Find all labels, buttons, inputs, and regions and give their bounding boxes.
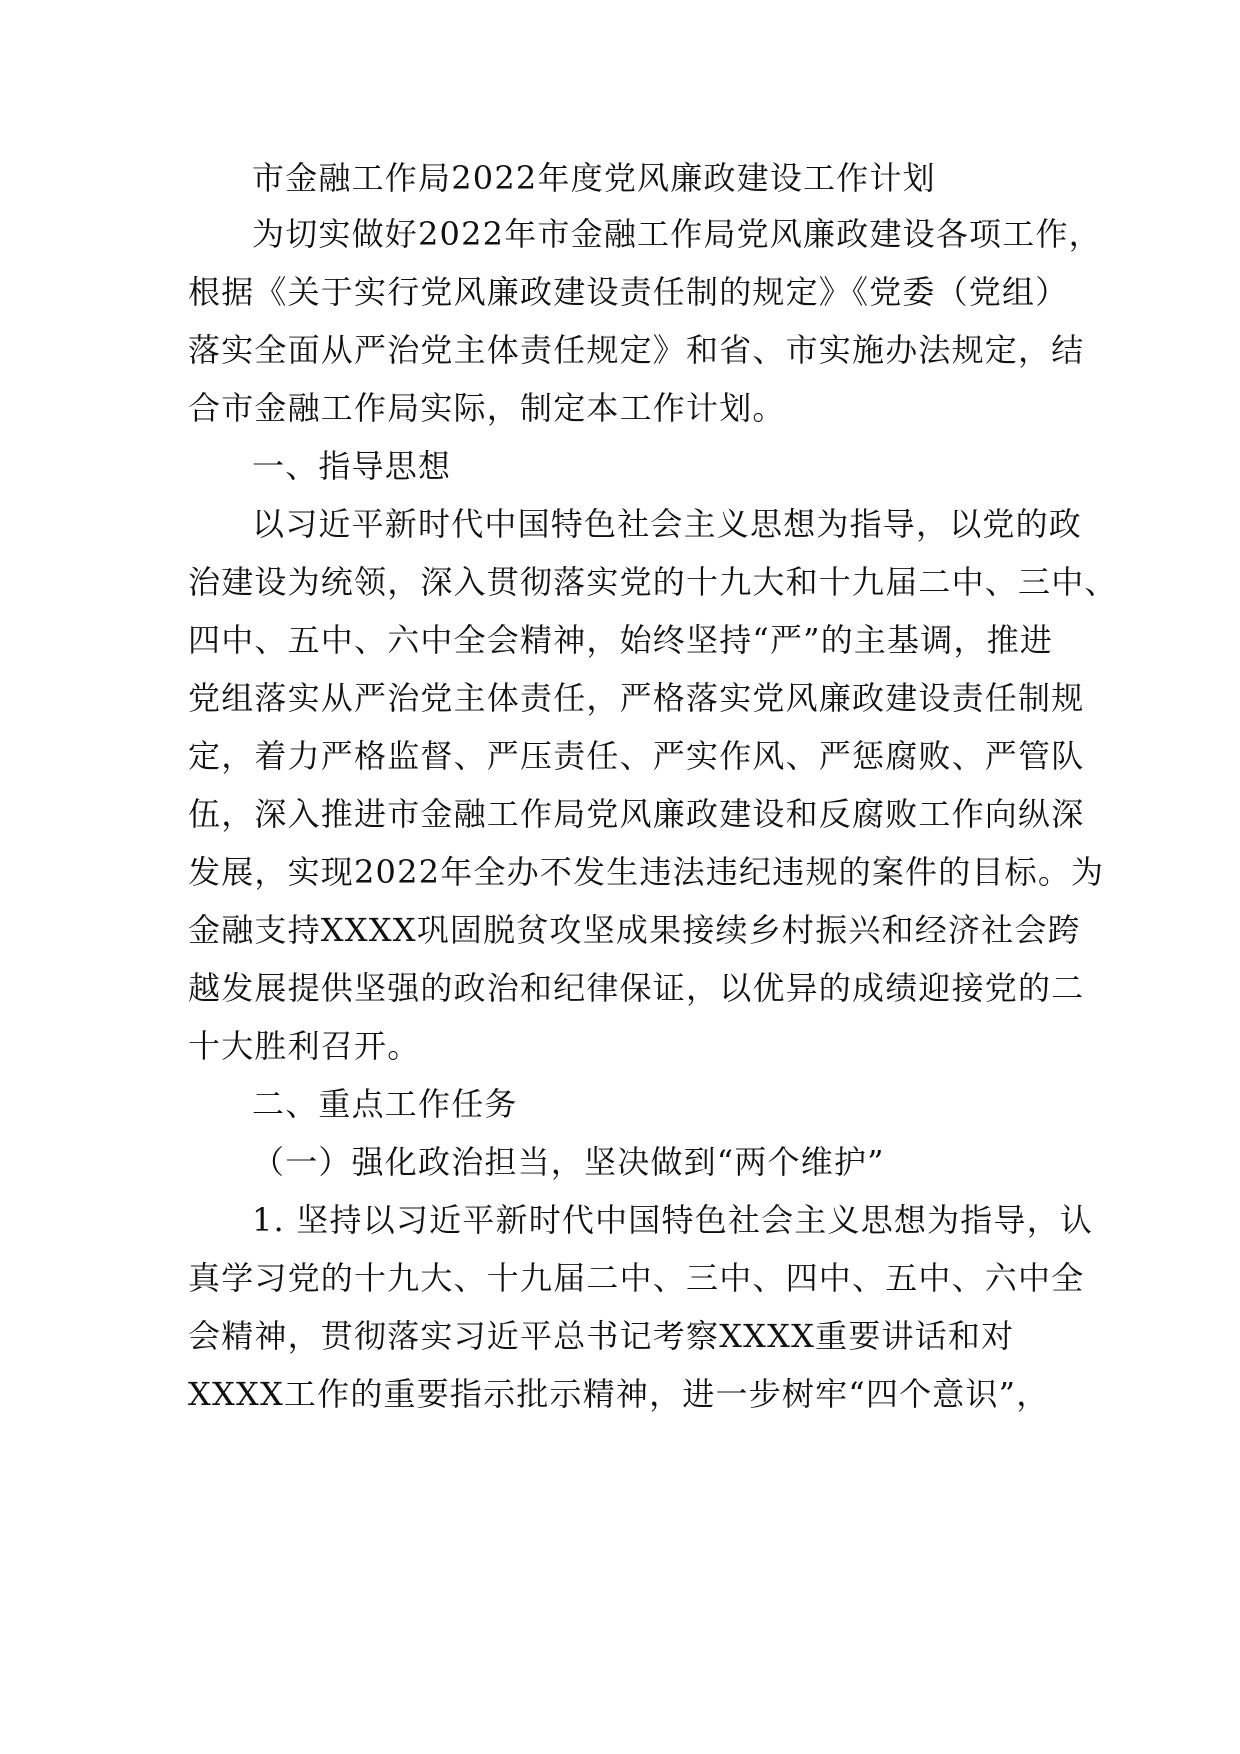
section-heading: 二、重点工作任务	[252, 1085, 518, 1123]
text-line: 会精神，贯彻落实习近平总书记考察XXXX重要讲话和对	[188, 1317, 1015, 1355]
text-line: 真学习党的十九大、十九届二中、三中、四中、五中、六中全	[188, 1259, 1085, 1297]
text-line: 发展，实现2022年全办不发生违法违纪违规的案件的目标。为	[188, 853, 1105, 891]
text-line: 1. 坚持以习近平新时代中国特色社会主义思想为指导，认	[252, 1201, 1094, 1239]
text-line: 越发展提供坚强的政治和纪律保证，以优异的成绩迎接党的二	[188, 969, 1085, 1007]
section-heading: 一、指导思想	[252, 447, 452, 485]
text-line: 为切实做好2022年市金融工作局党风廉政建设各项工作，	[252, 215, 1102, 253]
text-line: 十大胜利召开。	[188, 1027, 421, 1065]
text-line: 四中、五中、六中全会精神，始终坚持“严”的主基调，推进	[188, 621, 1054, 659]
text-line: 根据《关于实行党风廉政建设责任制的规定》《党委（党组）	[188, 273, 1069, 311]
text-line: 合市金融工作局实际，制定本工作计划。	[188, 389, 786, 427]
text-line: 定，着力严格监督、严压责任、严实作风、严惩腐败、严管队	[188, 737, 1085, 775]
text-line: 伍，深入推进市金融工作局党风廉政建设和反腐败工作向纵深	[188, 795, 1085, 833]
text-line: 落实全面从严治党主体责任规定》和省、市实施办法规定，结	[188, 331, 1085, 369]
document-title: 市金融工作局2022年度党风廉政建设工作计划	[252, 159, 936, 197]
text-line: 金融支持XXXX巩固脱贫攻坚成果接续乡村振兴和经济社会跨	[188, 911, 1081, 949]
text-line: 以习近平新时代中国特色社会主义思想为指导，以党的政	[252, 505, 1083, 543]
text-line: 党组落实从严治党主体责任，严格落实党风廉政建设责任制规	[188, 679, 1085, 717]
text-line: XXXX工作的重要指示批示精神，进一步树牢“四个意识”，	[188, 1375, 1050, 1413]
text-line: 治建设为统领，深入贯彻落实党的十九大和十九届二中、三中、	[188, 563, 1118, 601]
subsection-heading: （一）强化政治担当，坚决做到“两个维护”	[252, 1143, 885, 1181]
